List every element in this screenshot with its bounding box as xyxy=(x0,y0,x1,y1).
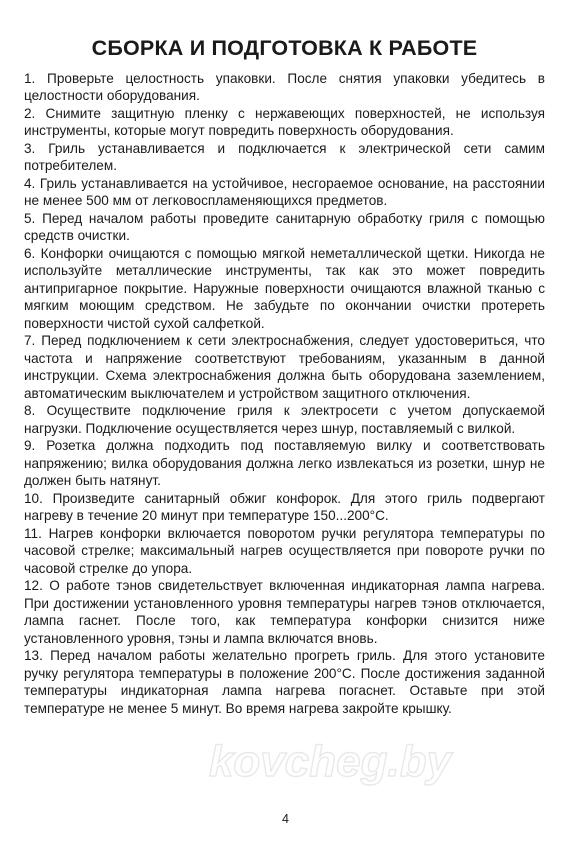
page-number: 4 xyxy=(282,812,289,826)
instruction-item: 8. Осуществите подключение гриля к электросети с учетом допускаемой нагрузки. Подключение осуществляется через шнур, поставляемый с вилкой. xyxy=(24,403,545,436)
instruction-item: 12. О работе тэнов свидетельствует включенная индикаторная лампа нагрева. При достижении установленного уровня температуры нагрев тэнов отключается, лампа гаснет. После того, как температура конфорки снизится ниже установленного уровня, тэны и лампа включатся вновь. xyxy=(24,578,545,646)
instruction-item: 10. Произведите санитарный обжиг конфорок. Для этого гриль подвергают нагреву в течение 20 минут при температуре 150...200°С. xyxy=(24,490,545,524)
instruction-item: 6. Конфорки очищаются с помощью мягкой неметаллической щетки. Никогда не используйте металлические инструменты, так как это может повредить антипригарное покрытие. Наружные поверхности очищаются влажной тканью с мягким моющим средством. Не забудьте по окончании очистки протереть поверхности чистой сухой салфеткой. xyxy=(24,245,545,331)
instruction-item: 11. Нагрев конфорки включается поворотом ручки регулятора температуры по часовой стрелке; максимальный нагрев осуществляется при повороте ручки по часовой стрелке до упора. xyxy=(24,525,545,576)
instruction-item: 3. Гриль устанавливается и подключается к электрической сети самим потребителем. xyxy=(24,140,545,174)
instruction-item: 1. Проверьте целостность упаковки. После снятия упаковки убедитесь в целостности оборудования. xyxy=(24,70,545,104)
page-title: СБОРКА И ПОДГОТОВКА К РАБОТЕ xyxy=(91,36,478,60)
instruction-item: 7. Перед подключением к сети электроснабжения, следует удостовериться, что частота и напряжение соответствуют требованиям, указанным в данной инструкции. Схема электроснабжения должна быть оборудована заземлением, автоматическим выключателем и устройством защитного отключения. xyxy=(24,333,545,401)
svg-text:kovcheg.by: kovcheg.by xyxy=(208,738,452,786)
instruction-item: 13. Перед началом работы желательно прогреть гриль. Для этого установите ручку регулятора температуры в положение 200°С. После достижения заданной температуры индикаторная лампа нагрева погаснет. Оставьте при этой температуре не менее 5 минут. Во время нагрева закройте крышку. xyxy=(24,648,545,716)
instruction-list xyxy=(24,70,545,718)
instruction-item: 2. Снимите защитную пленку с нержавеющих поверхностей, не используя инструменты, которые могут повредить поверхность оборудования. xyxy=(24,105,545,139)
instruction-item: 5. Перед началом работы проведите санитарную обработку гриля с помощью средств очистки. xyxy=(24,210,545,244)
instruction-item: 4. Гриль устанавливается на устойчивое, несгораемое основание, на расстоянии не менее 500 мм от легковоспламеняющихся предметов. xyxy=(24,175,545,209)
instruction-item: 9. Розетка должна подходить под поставляемую вилку и соответствовать напряжению; вилка оборудования должна легко извлекаться из розетки, шнур не должен быть натянут. xyxy=(24,438,545,489)
